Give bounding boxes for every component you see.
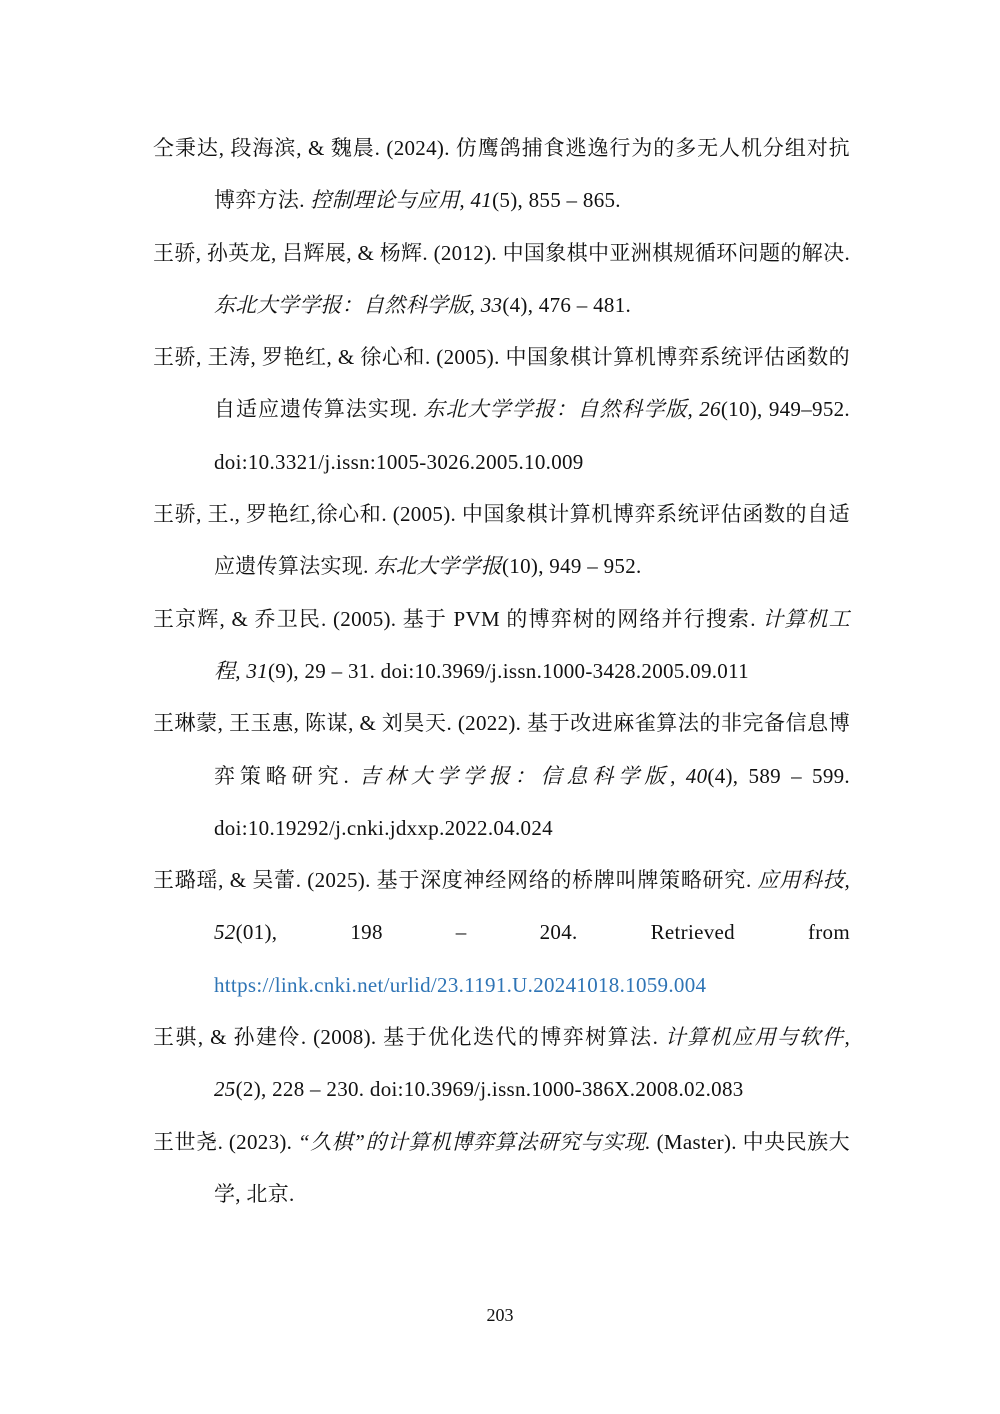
- ref-authors: 王琳蒙, 王玉惠, 陈谋, & 刘昊天. (2022).: [153, 711, 528, 736]
- ref-authors: 王骄, 王涛, 罗艳红, & 徐心和. (2005).: [153, 345, 506, 370]
- ref-title: 基于改进麻雀算法的非完备信息博弈策略研究.: [214, 711, 851, 788]
- ref-journal: 计算机工程, 31: [214, 606, 850, 683]
- ref-title: 中国象棋中亚洲棋规循环问题的解决.: [502, 240, 850, 265]
- ref-details: (10), 949 – 952.: [502, 554, 642, 579]
- ref-authors: 王世尧. (2023).: [153, 1129, 298, 1154]
- ref-journal: 计算机应用与软件, 25: [214, 1025, 850, 1102]
- reference-entry: [153, 331, 850, 488]
- page-number: 203: [486, 1305, 514, 1325]
- ref-details: (01), 198 – 204. Retrieved from: [235, 920, 850, 945]
- reference-entry: [153, 593, 850, 698]
- reference-entry: [153, 697, 850, 854]
- ref-title: 中国象棋计算机博弈系统评估函数的自适应遗传算法实现.: [214, 502, 850, 579]
- ref-authors: 王骄, 王., 罗艳红,徐心和. (2005).: [153, 502, 462, 527]
- ref-journal: 应用科技, 52: [214, 868, 850, 945]
- ref-details: (4), 589 – 599. doi:10.19292/j.cnki.jdxxp.2022.04.024: [214, 763, 850, 840]
- ref-details: (5), 855 – 865.: [492, 188, 621, 213]
- ref-title: 中国象棋计算机博弈系统评估函数的自适应遗传算法实现.: [214, 345, 850, 422]
- ref-details: (4), 476 – 481.: [502, 292, 632, 317]
- ref-title: “久棋”的计算机博弈算法研究与实现.: [298, 1129, 651, 1154]
- ref-journal: 东北大学学报: [374, 554, 503, 579]
- reference-entry: [153, 1116, 850, 1221]
- ref-details: (10), 949–952. doi:10.3321/j.issn:1005-3026.2005.10.009: [214, 397, 850, 474]
- ref-journal: 控制理论与应用, 41: [310, 188, 493, 213]
- ref-authors: 王京辉, & 乔卫民. (2005).: [153, 606, 403, 631]
- reference-entry: [153, 122, 850, 227]
- ref-title: 基于 PVM 的博弈树的网络并行搜索.: [402, 606, 763, 631]
- ref-authors: 王骄, 孙英龙, 吕辉展, & 杨辉. (2012).: [153, 240, 503, 265]
- ref-url-link[interactable]: https://link.cnki.net/urlid/23.1191.U.20241018.1059.004: [214, 972, 707, 997]
- reference-entry: [153, 488, 850, 593]
- ref-journal: 东北大学学报：自然科学版, 26: [423, 397, 721, 422]
- reference-entry: [153, 1011, 850, 1116]
- ref-details: (Master). 中央民族大学, 北京.: [214, 1129, 850, 1206]
- ref-title: 基于深度神经网络的桥牌叫牌策略研究.: [376, 868, 758, 893]
- ref-title: 基于优化迭代的博弈树算法.: [383, 1025, 665, 1050]
- ref-journal: 东北大学学报：自然科学版, 33: [214, 292, 503, 317]
- ref-authors: 王骐, & 孙建伶. (2008).: [153, 1025, 384, 1050]
- ref-title: 仿鹰鸽捕食逃逸行为的多无人机分组对抗博弈方法.: [214, 136, 850, 213]
- ref-details: (2), 228 – 230. doi:10.3969/j.issn.1000-386X.2008.02.083: [235, 1077, 744, 1102]
- ref-authors: 王璐瑶, & 吴蕾. (2025).: [153, 868, 377, 893]
- ref-details: (9), 29 – 31. doi:10.3969/j.issn.1000-3428.2005.09.011: [268, 658, 749, 683]
- reference-entry: [153, 227, 850, 332]
- reference-entry: [153, 854, 850, 1011]
- reference-list: [153, 122, 850, 1220]
- ref-authors: 仝秉达, 段海滨, & 魏晨. (2024).: [153, 136, 456, 160]
- ref-journal: 吉林大学学报：信息科学版, 40: [359, 763, 708, 788]
